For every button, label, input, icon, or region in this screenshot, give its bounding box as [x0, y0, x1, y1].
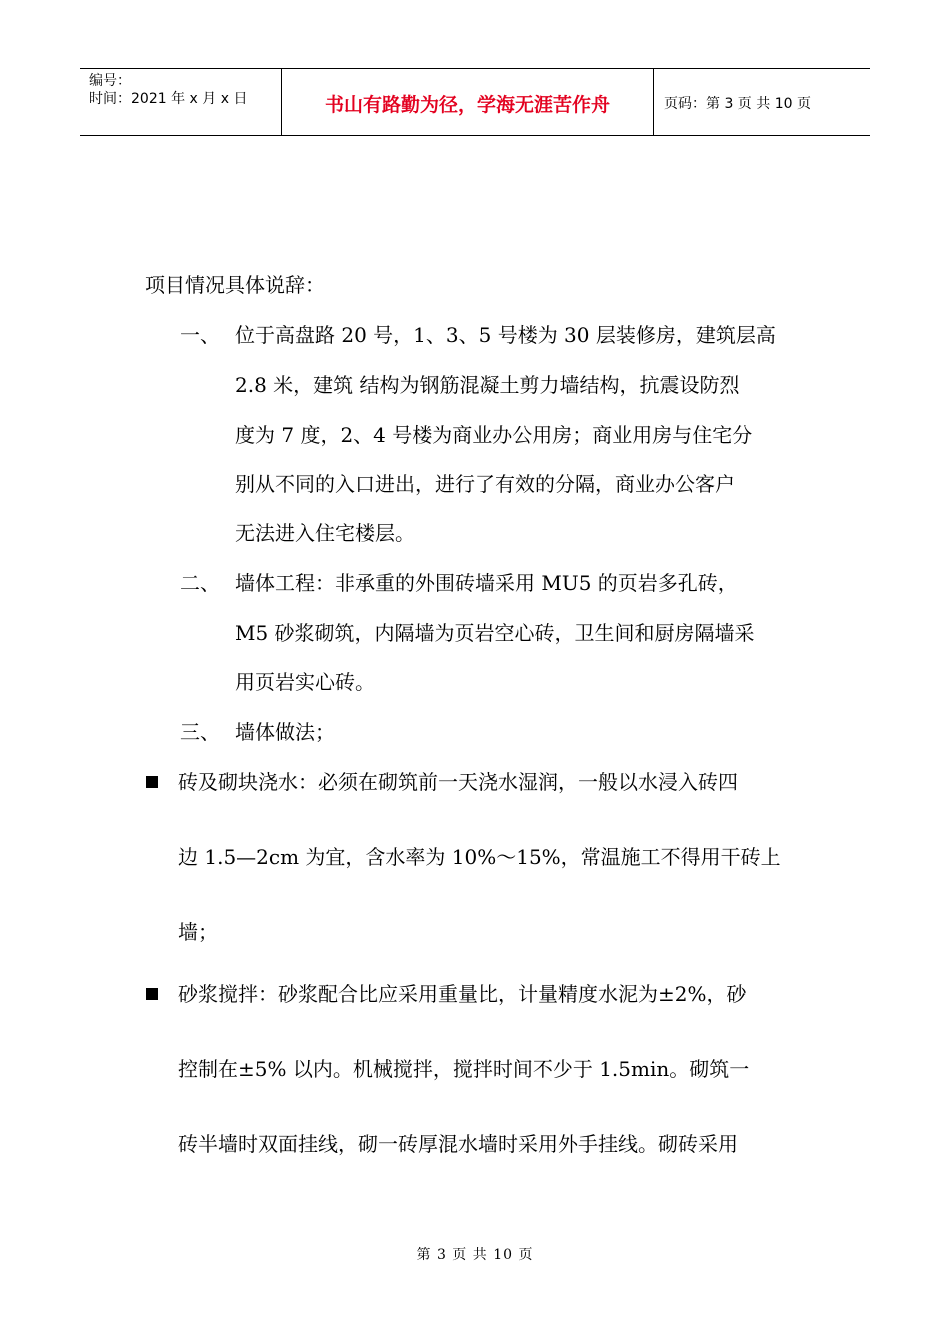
- item1-line-1: 位于高盘路 20 号，1、3、5 号楼为 30 层装修房，建筑层高: [235, 323, 776, 347]
- page-footer: 第 3 页 共 10 页: [416, 1247, 534, 1263]
- item2-line-3: 用页岩实心砖。: [235, 670, 375, 694]
- item1-line-2: 2.8 米，建筑 结构为钢筋混凝土剪力墙结构，抗震设防烈: [235, 373, 740, 397]
- item3-line-1: 墙体做法；: [235, 720, 335, 744]
- bullet1-line-2: 边 1.5—2cm 为宜，含水率为 10%～15%，常温施工不得用干砖上: [178, 845, 781, 869]
- header-page-label: 页码：第 3 页 共 10 页: [664, 96, 811, 112]
- item1-line-3: 度为 7 度，2、4 号楼为商业办公用房；商业用房与住宅分: [235, 423, 753, 447]
- item2-line-1: 墙体工程：非承重的外围砖墙采用 MU5 的页岩多孔砖，: [235, 571, 738, 595]
- bullet2-line-2: 控制在±5% 以内。机械搅拌，搅拌时间不少于 1.5min。砌筑一: [178, 1057, 750, 1081]
- header-time-label: 时间：2021 年 x 月 x 日: [89, 91, 248, 107]
- header-number-label: 编号：: [89, 73, 131, 89]
- bullet1-line-1: 砖及砌块浇水：必须在砌筑前一天浇水湿润，一般以水浸入砖四: [178, 770, 738, 794]
- bullet1-line-3: 墙；: [178, 920, 218, 944]
- header-motto: 书山有路勤为径，学海无涯苦作舟: [282, 69, 654, 135]
- square-bullet-icon: [146, 776, 158, 788]
- header-meta: [80, 69, 282, 135]
- bullet2-line-1: 砂浆搅拌：砂浆配合比应采用重量比，计量精度水泥为±2%，砂: [178, 982, 747, 1006]
- item2-marker: 二、: [180, 571, 220, 595]
- item1-marker: 一、: [180, 323, 220, 347]
- intro-text: 项目情况具体说辞：: [145, 273, 325, 297]
- bullet2-line-3: 砖半墙时双面挂线，砌一砖厚混水墙时采用外手挂线。砌砖采用: [178, 1132, 738, 1156]
- square-bullet-icon: [146, 988, 158, 1000]
- item2-line-2: M5 砂浆砌筑，内隔墙为页岩空心砖，卫生间和厨房隔墙采: [235, 621, 755, 645]
- item1-line-4: 别从不同的入口进出，进行了有效的分隔，商业办公客户: [235, 472, 735, 496]
- item3-marker: 三、: [180, 720, 220, 744]
- item1-line-5: 无法进入住宅楼层。: [235, 521, 415, 545]
- page-header: [80, 68, 870, 136]
